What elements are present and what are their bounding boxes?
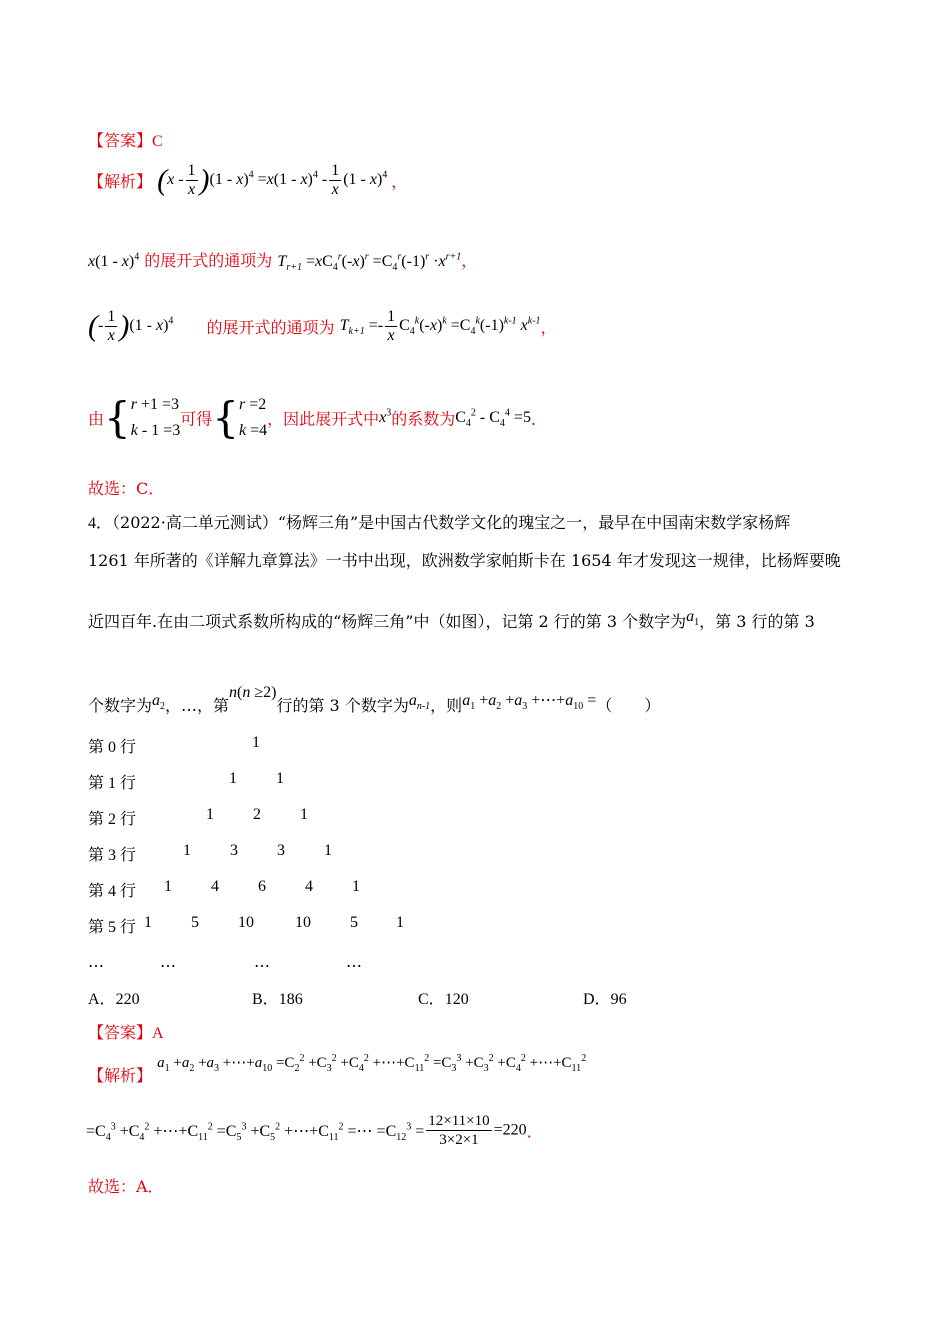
triangle-cell: 1 [229,770,237,787]
option-c[interactable]: C．120 [418,991,469,1008]
var-an-1: $a_{n-1}$ [408,692,431,713]
coefficient-text: 的系数为 [391,409,456,429]
row-label: 第 2 行 [88,811,137,828]
ellipsis: … [160,952,176,971]
q3-analysis-line3: (- $\frac{1}{x}$ )(1 - x)$^4$ 的展开式的通项为 $T_{k+1}$ =- $\frac{1}{x}$ $C_4^k(-x)^k =C_4^k(-1)^{k-1}$ $x^{k-1}$， [88,308,557,344]
triangle-cell: 4 [211,878,219,895]
row-label: 第 1 行 [88,775,137,792]
row-label: 第 0 行 [88,739,137,756]
triangle-row-2 [88,806,508,828]
triangle-cell: 10 [295,914,311,931]
triangle-row-5 [88,914,508,936]
formula-expansion: (x - $\frac{1}{x}$ )(1 - x)$^4$ =x(1 - x)$^4$ - $\frac{1}{x}$ (1 - x)$^4$ [157,162,388,198]
q3-analysis-line2: x(1 - x)$^4$ 的展开式的通项为 $T_{r+1} =xC_4^r(-x)^r =C_4^r(-1)^r \cdot x^{r+1}$， [88,251,478,274]
triangle-cell: 1 [164,878,172,895]
analysis-tag: 【解析】 [88,1066,153,1085]
answer-blank: （ ） [596,696,661,715]
coefficient-result: $C_4^2 - C_4^4 =5$ [455,407,531,430]
formula-general-term-r: $T_{r+1} =xC_4^r(-x)^r =C_4^r(-1)^r \cdot x^{r+1}$ [277,251,462,274]
q4-stem-line3 [88,608,815,632]
q4-analysis-line2: $=C_4^3 +C_4^2$ $+\cdots+C_{11}^2 =C_5^3 +C_5^2$ $+\cdots+C_{11}^2$ =⋯ $=C_{12}^3$ = $\frac{12\times 11\times 10}{3\times 2\times 1}$ =220． [86,1113,543,1148]
stem-text-3a: 近四百年.在由二项式系数所构成的“杨辉三角”中（如图），记第 2 行的第 3 个数字为 [88,612,687,631]
answer-value: C [152,133,163,150]
triangle-cell: 1 [396,914,404,931]
q4-final-answer: 故选：A． [88,1177,164,1196]
option-d[interactable]: D．96 [583,991,627,1008]
ellipsis: … [254,952,270,971]
triangle-cell: 3 [277,842,285,859]
triangle-cell: 1 [206,806,214,823]
question-number: 4． [88,515,113,532]
row-label: 第 4 行 [88,883,137,900]
stem-text-3b: ，第 3 行的第 3 [699,612,815,631]
triangle-cell: 2 [253,806,261,823]
option-b[interactable]: B．186 [252,991,303,1008]
stem-text-1: “杨辉三角”是中国古代数学文化的瑰宝之一，最早在中国南宋数学家杨辉 [277,513,791,532]
triangle-cell: 5 [350,914,358,931]
row-label: 第 3 行 [88,847,137,864]
q3-answer-line [88,128,163,151]
ellipsis: … [346,952,362,971]
answer-tag: 【答案】 [88,131,153,150]
triangle-cell: 6 [258,878,266,895]
formula-term-inv-x: (- $\frac{1}{x}$ )(1 - x)$^4$ [88,308,174,344]
triangle-cell: 10 [238,914,254,931]
answer-value: A [152,1025,164,1042]
triangle-cell: 1 [324,842,332,859]
q4-answer-line [88,1020,164,1043]
question-source: （2022·高二单元测试） [112,513,278,532]
stem-text-4b: ，…，第 [165,696,230,715]
formula-general-term-k: $T_{k+1}$ =- $\frac{1}{x}$ $C_4^k(-x)^k =C_4^k(-1)^{k-1}$ $x^{k-1}$ [339,308,541,344]
system-equations-2: r =2 k =4 [238,396,268,439]
general-term-text: 的展开式的通项为 [144,251,273,270]
q3-final-answer: 故选：C． [88,479,165,498]
analysis-tag: 【解析】 [88,172,153,191]
triangle-cell: 1 [300,806,308,823]
stem-text-4d: ，则 [430,696,463,715]
system-equations-1: r +1 =3 k - 1 =3 [130,396,181,439]
triangle-cell: 1 [144,914,152,931]
triangle-cell: 1 [183,842,191,859]
stem-text-4a: 个数字为 [88,696,153,715]
q4-stem-line1 [88,510,790,533]
q3-analysis-line1: 【解析】 (x - $\frac{1}{x}$ )(1 - x)$^4$ =x(1 - x)$^4$ - $\frac{1}{x}$ (1 - x)$^4$ ， [88,162,408,198]
var-a2: $a_2$ [152,692,166,713]
q3-analysis-line4: 由{r +1 =3 k - 1 =3可得{r =2 k =4，因此展开式中$x^3$的系数为$C_4^2 - C_4^4 =5$． [88,393,547,442]
triangle-cell: 3 [230,842,238,859]
formula-term-x: x(1 - x)$^4$ [88,251,140,270]
triangle-cell: 1 [276,770,284,787]
answer-tag: 【答案】 [88,1023,153,1042]
ke-de-text: 可得 [180,409,213,429]
triangle-row-3 [88,842,508,864]
row-label: 第 5 行 [88,919,137,936]
sum-expression: $a_1 +a_2 +a_3$ $+\cdots+a_{10}$ = [462,692,597,713]
formula-sum-2: $=C_4^3 +C_4^2$ $+\cdots+C_{11}^2 =C_5^3 +C_5^2$ $+\cdots+C_{11}^2$ =⋯ $=C_{12}^3$ = [86,1121,425,1143]
triangle-cell: 1 [252,734,260,751]
var-n-condition: n(n ≥2) [229,684,277,701]
option-a[interactable]: A．220 [88,991,140,1008]
q4-stem-line2: 1261 年所著的《详解九章算法》一书中出现，欧洲数学家帕斯卡在 1654 年才发现这一规律，比杨辉要晚 [88,551,841,570]
general-term-text-2: 的展开式的通项为 [206,318,335,337]
stem-text-4c: 行的第 3 个数字为 [276,696,409,715]
q4-stem-line4 [88,684,660,716]
triangle-row-4 [88,878,508,900]
you-text: 由 [88,409,105,429]
ellipsis: … [88,952,104,971]
triangle-row-0 [88,734,508,756]
triangle-cell: 5 [191,914,199,931]
q4-analysis-line1 [88,1052,586,1086]
triangle-row-1 [88,770,508,792]
var-a1: $a_1$ [686,608,700,629]
triangle-cell: 1 [352,878,360,895]
formula-sum-1: $a_1 +a_2 +a_3$ $+\cdots+a_{10} =C_2^2 +C_3^2 +C_4^2$ $+\cdots+C_{11}^2 =C_3^3 +C_3^2 +C_4^2$ $+\cdots+C_{11}^2$ [157,1053,587,1074]
triangle-cell: 4 [305,878,313,895]
conclusion-text: ，因此展开式中 [267,409,380,429]
